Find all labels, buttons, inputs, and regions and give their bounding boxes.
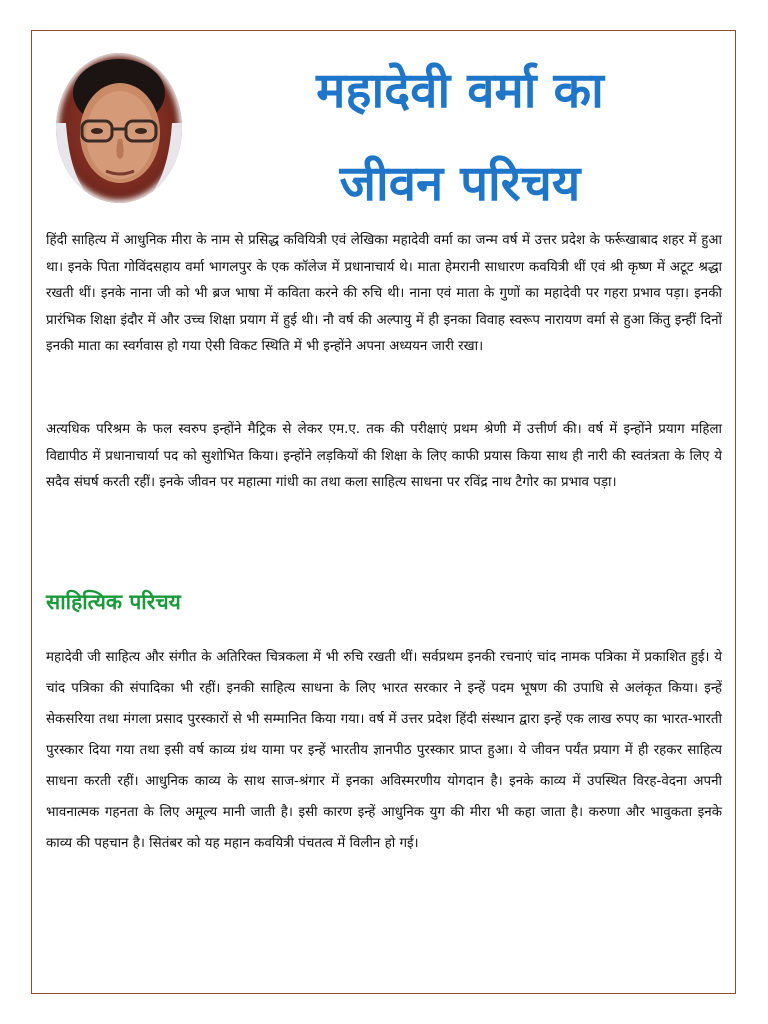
education-paragraph: अत्यधिक परिश्रम के फल स्वरुप इन्होंने मैट्रिक से लेकर एम.ए. तक की परीक्षाएं प्रथम श्रेणी में उत्तीर्ण की। वर्ष में इन्होंने प्रयाग महिला विद्यापीठ में प्रधानाचार्या पद को सुशोभित किया। इन्होंने लड़कियों की शिक्षा के लिए काफी प्रयास किया साथ ही नारी की स्वतंत्रता के लिए ये सदैव संघर्ष करती रहीं। इनके जीवन पर महात्मा गांधी का तथा कला साहित्य साधना पर रविंद्र नाथ टैगोर का प्रभाव पड़ा। (46, 422, 722, 490)
literary-paragraph: महादेवी जी साहित्य और संगीत के अतिरिक्त चित्रकला में भी रुचि रखती थीं। सर्वप्रथम इनकी रचनाएं चांद नामक पत्रिका में प्रकाशित हुई। ये चांद पत्रिका की संपादिका भी रहीं। इनकी साहित्य साधना के लिए भारत सरकार ने इन्हें पदम भूषण की उपाधि से अलंकृत किया। इन्हें सेकसरिया तथा मंगला प्रसाद पुरस्कारों से भी सम्मानित किया गया। वर्ष में उत्तर प्रदेश हिंदी संस्थान द्वारा इन्हें एक लाख रुपए का भारत-भारती पुरस्कार दिया गया तथा इसी वर्ष काव्य ग्रंथ यामा पर इन्हें भारतीय ज्ञानपीठ पुरस्कार प्राप्त हुआ। ये जीवन पर्यंत प्रयाग में ही रहकर साहित्य साधना करती रहीं। आधुनिक काव्य के साथ साज-श्रंगार में इनका अविस्मरणीय योगदान है। इनके काव्य में उपस्थित विरह-वेदना अपनी भावनात्मक गहनता के लिए अमूल्य मानी जाती है। इसी कारण इन्हें आधुनिक युग की मीरा भी कहा जाता है। करुणा और भावुकता इनके काव्य की पहचान है। सितंबर को यह महान कवयित्री पंचतत्व में विलीन हो गई। (46, 650, 722, 851)
page-title (190, 44, 730, 230)
author-portrait-image (56, 53, 182, 203)
page-title-line-2: जीवन परिचय (339, 155, 581, 212)
literary-section-heading: साहित्यिक परिचय (46, 590, 181, 614)
intro-paragraph: हिंदी साहित्य में आधुनिक मीरा के नाम से प्रसिद्ध कवियित्री एवं लेखिका महादेवी वर्मा का जन्म वर्ष में उत्तर प्रदेश के फर्रूखाबाद शहर में हुआ था। इनके पिता गोविंदसहाय वर्मा भागलपुर के एक कॉलेज में प्रधानाचार्य थे। माता हेमरानी साधारण कवयित्री थीं एवं श्री कृष्ण में अटूट श्रद्धा रखती थीं। इनके नाना जी को भी ब्रज भाषा में कविता करने की रुचि थी। नाना एवं माता के गुणों का महादेवी पर गहरा प्रभाव पड़ा। इनकी प्रारंभिक शिक्षा इंदौर में और उच्च शिक्षा प्रयाग में हुई थी। नौ वर्ष की अल्पायु में ही इनका विवाह स्वरूप नारायण वर्मा से हुआ किंतु इन्हीं दिनों इनकी माता का स्वर्गवास हो गया ऐसी विकट स्थिति में भी इन्होंने अपना अध्ययन जारी रखा। (46, 233, 722, 354)
portrait-illustration (56, 53, 182, 203)
page-title-line-1: महादेवी वर्मा का (316, 62, 604, 119)
